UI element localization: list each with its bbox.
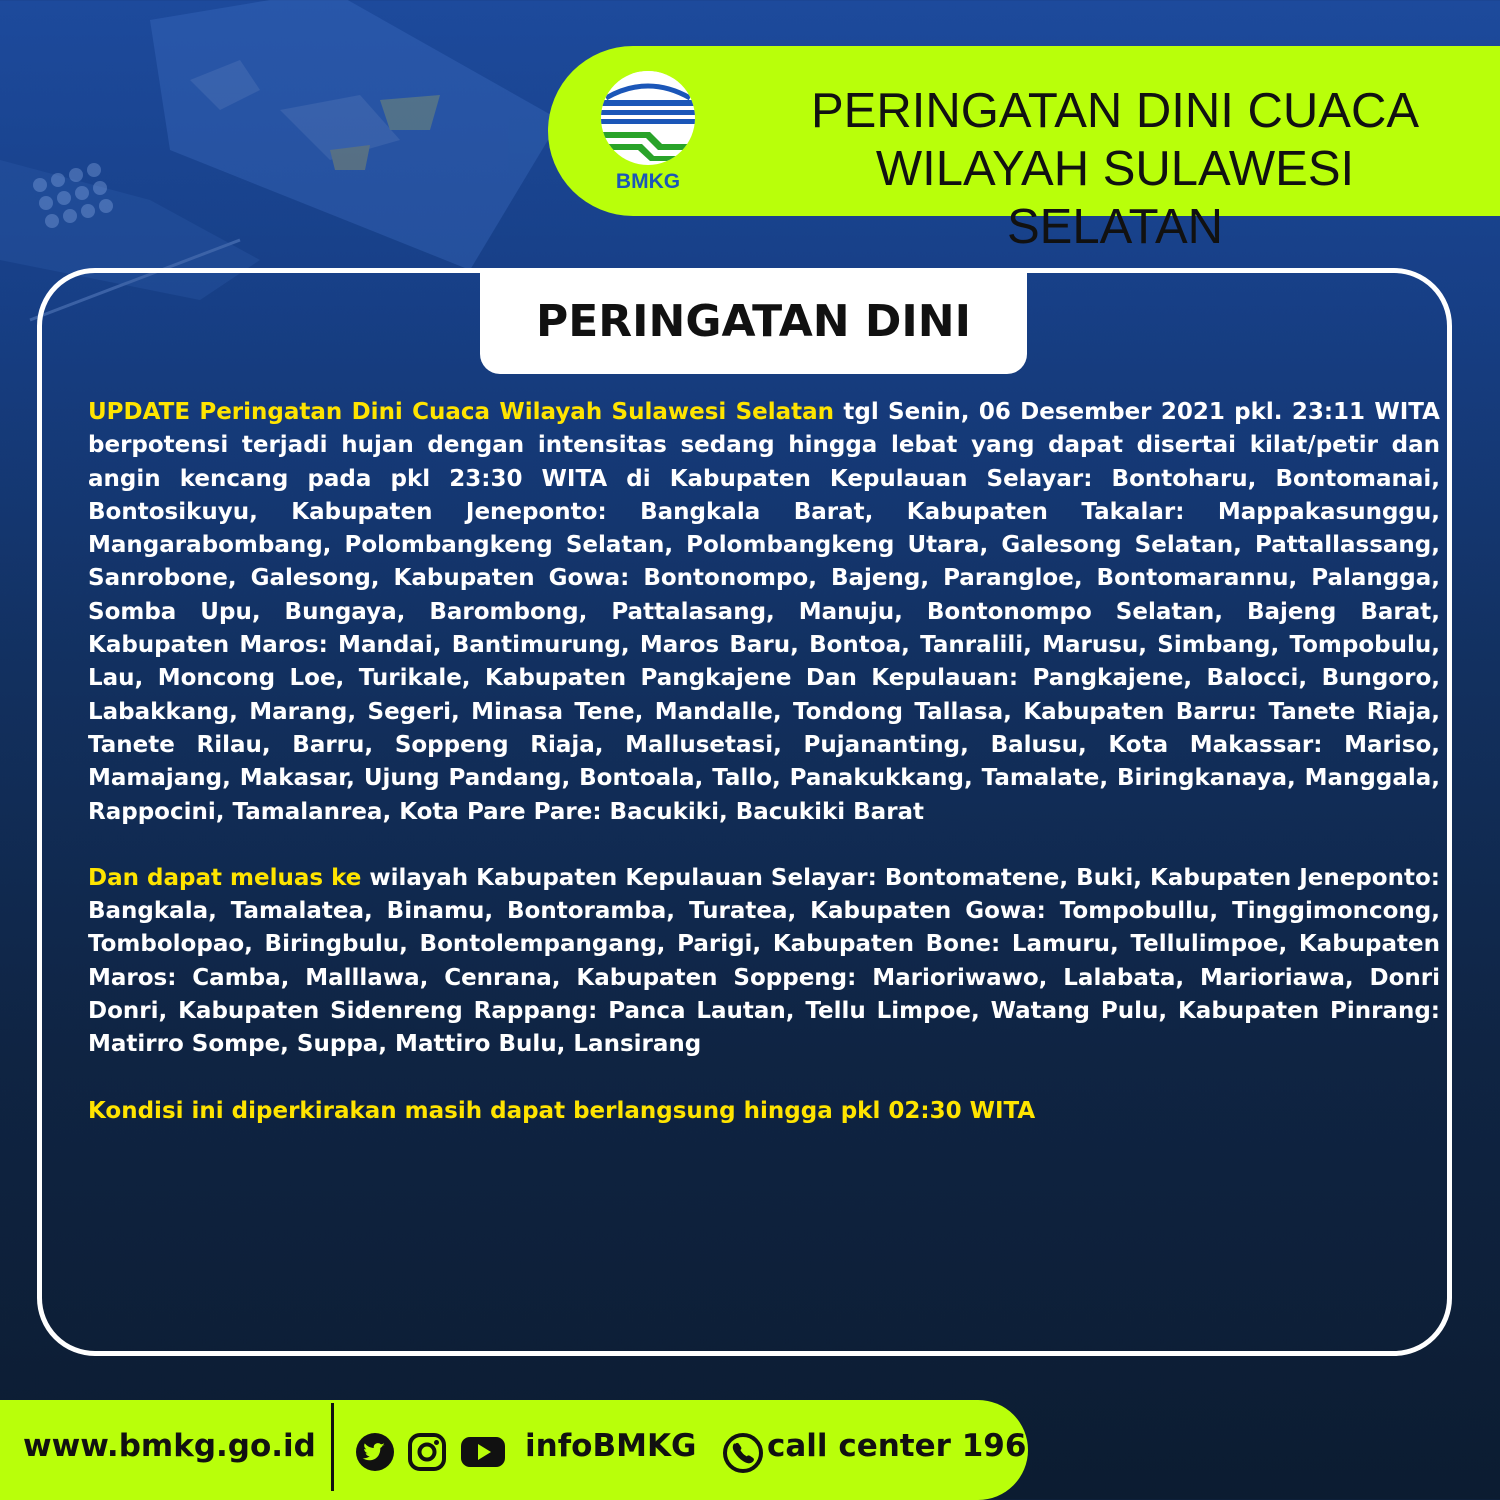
warning-paragraph-extension <box>88 862 1440 1062</box>
footer-divider <box>331 1403 334 1491</box>
youtube-icon[interactable] <box>460 1432 506 1472</box>
website-link[interactable]: www.bmkg.go.id <box>23 1428 316 1464</box>
social-handle[interactable]: infoBMKG <box>525 1428 697 1464</box>
warning-paragraph-duration <box>88 1095 1440 1128</box>
instagram-icon[interactable] <box>407 1432 447 1472</box>
phone-icon[interactable] <box>722 1432 764 1474</box>
logo-text: BMKG <box>615 170 681 193</box>
bmkg-logo <box>600 70 696 196</box>
page-title-line1: PERINGATAN DINI CUACA <box>810 84 1420 138</box>
main-body-text: tgl Senin, 06 Desember 2021 pkl. 23:11 WITA berpotensi terjadi hujan dengan intensitas sedang hingga lebat yang dapat disertai kilat/petir dan angin kencang pada pkl 23:30 WITA di Kabupaten Kepulauan Selayar: Bontoharu, Bontomanai, Bontosikuyu, Kabupaten Jeneponto: Bangkala Barat, Kabupaten Takalar: Mappakasunggu, Mangarabombang, Polombangkeng Selatan, Polombangkeng Utara, Galesong Selatan, Pattallassang, Sanrobone, Galesong, Kabupaten Gowa: Bontonompo, Bajeng, Parangloe, Bontomarannu, Palangga, Somba Upu, Bungaya, Barombong, Pattalasang, Manuju, Bontonompo Selatan, Bajeng Barat, Kabupaten Maros: Mandai, Bantimurung, Maros Baru, Bontoa, Tanralili, Marusu, Simbang, Tompobulu, Lau, Moncong Loe, Turikale, Kabupaten Pangkajene Dan Kepulauan: Pangkajene, Balocci, Bungoro, Labakkang, Marang, Segeri, Minasa Tene, Mandalle, Tondong Tallasa, Kabupaten Barru: Tanete Riaja, Tanete Rilau, Barru, Soppeng Riaja, Mallusetasi, Pujananting, Balusu, Kota Makassar: Mariso, Mamajang, Makasar, Ujung Pandang, Bontoala, Tallo, Panakukkang, Tamalate, Biringkanaya, Manggala, Rappocini, Tamalanrea, Kota Pare Pare: Bacukiki, Bacukiki Barat <box>88 399 1440 825</box>
twitter-icon[interactable] <box>355 1432 395 1472</box>
update-highlight: UPDATE Peringatan Dini Cuaca Wilayah Sulawesi Selatan <box>88 399 835 425</box>
page-title-line2: WILAYAH SULAWESI SELATAN <box>875 142 1355 254</box>
extension-highlight: Dan dapat meluas ke <box>88 864 362 891</box>
page-title <box>765 82 1465 256</box>
warning-paragraph-main <box>88 396 1440 829</box>
extension-body-text: wilayah Kabupaten Kepulauan Selayar: Bontomatene, Buki, Kabupaten Jeneponto: Bangkala, Tamalatea, Binamu, Bontoramba, Turatea, Kabupaten Gowa: Tompobullu, Tinggimoncong, Tombolopao, Biringbulu, Bontolempangang, Parigi, Kabupaten Bone: Lamuru, Tellulimpoe, Kabupaten Maros: Camba, Malllawa, Cenrana, Kabupaten Soppeng: Marioriwawo, Lalabata, Marioriawa, Donri Donri, Kabupaten Sidenreng Rappang: Panca Lautan, Tellu Limpoe, Watang Pulu, Kabupaten Pinrang: Matirro Sompe, Suppa, Mattiro Bulu, Lansirang <box>88 864 1440 1058</box>
panel-tab-title: PERINGATAN DINI <box>480 268 1027 374</box>
duration-text: Kondisi ini diperkirakan masih dapat berlangsung hingga pkl 02:30 WITA <box>88 1097 1036 1124</box>
call-center-text[interactable]: call center 196 <box>767 1428 1027 1464</box>
warning-content <box>88 396 1440 1161</box>
